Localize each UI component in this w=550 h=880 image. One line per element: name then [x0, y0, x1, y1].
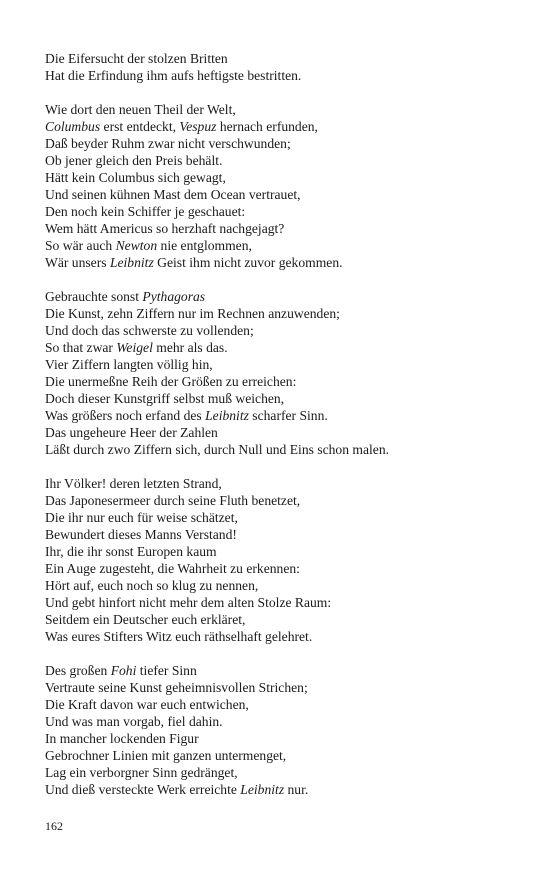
verse-text: Doch dieser Kunstgriff selbst muß weichen, — [45, 391, 285, 406]
verse-line — [45, 322, 535, 339]
verse-text: Daß beyder Ruhm zwar nicht verschwunden; — [45, 136, 291, 151]
verse-text: Wie dort den neuen Theil der Welt, — [45, 102, 236, 117]
verse-line — [45, 662, 535, 679]
stanza — [45, 288, 535, 458]
verse-text: scharfer Sinn. — [248, 408, 328, 423]
poem-text — [45, 50, 535, 815]
verse-line — [45, 373, 535, 390]
verse-text: Und was man vorgab, fiel dahin. — [45, 714, 223, 729]
italic-name: Fohi — [110, 663, 137, 678]
verse-text: So wär auch — [45, 238, 116, 253]
verse-text: Vertraute seine Kunst geheimnisvollen Strichen; — [45, 680, 308, 695]
verse-line — [45, 577, 535, 594]
verse-line — [45, 135, 535, 152]
verse-text: hernach erfunden, — [216, 119, 318, 134]
verse-line — [45, 356, 535, 373]
verse-text: nie entglommen, — [157, 238, 252, 253]
verse-line — [45, 764, 535, 781]
stanza — [45, 662, 535, 798]
stanza — [45, 101, 535, 271]
verse-line — [45, 628, 535, 645]
verse-text: Das Japonesermeer durch seine Fluth benetzet, — [45, 493, 301, 508]
verse-text: Und doch das schwerste zu vollenden; — [45, 323, 254, 338]
verse-line — [45, 169, 535, 186]
verse-text: In mancher lockenden Figur — [45, 731, 199, 746]
verse-line — [45, 679, 535, 696]
verse-text: erst entdeckt, — [100, 119, 180, 134]
verse-text: Ob jener gleich den Preis behält. — [45, 153, 223, 168]
verse-line — [45, 186, 535, 203]
verse-text: Gebrauchte sonst — [45, 289, 143, 304]
italic-name: Leibnitz — [240, 782, 285, 797]
verse-text: Und dieß versteckte Werk erreichte — [45, 782, 241, 797]
verse-line — [45, 407, 535, 424]
verse-line — [45, 390, 535, 407]
verse-line — [45, 594, 535, 611]
italic-name: Newton — [115, 238, 158, 253]
verse-text: Das ungeheure Heer der Zahlen — [45, 425, 218, 440]
italic-name: Vespuz — [179, 119, 217, 134]
verse-line — [45, 560, 535, 577]
verse-text: Des großen — [45, 663, 111, 678]
italic-name: Weigel — [116, 340, 153, 355]
verse-line — [45, 203, 535, 220]
verse-text: Vier Ziffern langten völlig hin, — [45, 357, 213, 372]
verse-text: Ein Auge zugesteht, die Wahrheit zu erkennen: — [45, 561, 300, 576]
verse-text: Ihr Völker! deren letzten Strand, — [45, 476, 222, 491]
verse-text: Wär unsers — [45, 255, 110, 270]
verse-text: Bewundert dieses Manns Verstand! — [45, 527, 237, 542]
verse-line — [45, 152, 535, 169]
verse-line — [45, 305, 535, 322]
verse-line — [45, 220, 535, 237]
verse-text: tiefer Sinn — [136, 663, 197, 678]
verse-text: Lag ein verborgner Sinn gedränget, — [45, 765, 238, 780]
italic-name: Leibnitz — [109, 255, 154, 270]
verse-text: Die Eifersucht der stolzen Britten — [45, 51, 228, 66]
verse-text: Hätt kein Columbus sich gewagt, — [45, 170, 226, 185]
verse-text: Wem hätt Americus so herzhaft nachgejagt? — [45, 221, 285, 236]
stanza — [45, 50, 535, 84]
verse-line — [45, 611, 535, 628]
verse-text: Hat die Erfindung ihm aufs heftigste bestritten. — [45, 68, 302, 83]
verse-text: Die ihr nur euch für weise schätzet, — [45, 510, 238, 525]
stanza — [45, 475, 535, 645]
verse-text: Hört auf, euch noch so klug zu nennen, — [45, 578, 259, 593]
verse-text: Was eures Stifters Witz euch räthselhaft gelehret. — [45, 629, 313, 644]
verse-line — [45, 492, 535, 509]
verse-line — [45, 475, 535, 492]
verse-line — [45, 288, 535, 305]
verse-line — [45, 101, 535, 118]
verse-text: mehr als das. — [152, 340, 228, 355]
verse-text: Die Kunst, zehn Ziffern nur im Rechnen anzuwenden; — [45, 306, 340, 321]
verse-line — [45, 254, 535, 271]
verse-text: Und gebt hinfort nicht mehr dem alten Stolze Raum: — [45, 595, 332, 610]
verse-text: nur. — [284, 782, 309, 797]
verse-text: Gebrochner Linien mit ganzen untermenget, — [45, 748, 287, 763]
verse-line — [45, 509, 535, 526]
verse-line — [45, 118, 535, 135]
verse-text: Die unermeßne Reih der Größen zu erreichen: — [45, 374, 297, 389]
verse-line — [45, 526, 535, 543]
verse-line — [45, 67, 535, 84]
verse-text: Läßt durch zwo Ziffern sich, durch Null und Eins schon malen. — [45, 442, 390, 457]
verse-line — [45, 441, 535, 458]
verse-line — [45, 696, 535, 713]
verse-text: Was größers noch erfand des — [45, 408, 206, 423]
verse-line — [45, 730, 535, 747]
verse-text: Seitdem ein Deutscher euch erkläret, — [45, 612, 246, 627]
verse-line — [45, 543, 535, 560]
verse-text: Und seinen kühnen Mast dem Ocean vertrauet, — [45, 187, 301, 202]
verse-text: So that zwar — [45, 340, 117, 355]
italic-name: Pythagoras — [142, 289, 206, 304]
verse-text: Den noch kein Schiffer je geschauet: — [45, 204, 246, 219]
italic-name: Columbus — [45, 119, 101, 134]
verse-line — [45, 50, 535, 67]
verse-line — [45, 747, 535, 764]
verse-line — [45, 339, 535, 356]
verse-line — [45, 713, 535, 730]
verse-text: Ihr, die ihr sonst Europen kaum — [45, 544, 217, 559]
verse-text: Die Kraft davon war euch entwichen, — [45, 697, 249, 712]
verse-line — [45, 781, 535, 798]
italic-name: Leibnitz — [205, 408, 249, 423]
verse-line — [45, 237, 535, 254]
verse-line — [45, 424, 535, 441]
verse-text: Geist ihm nicht zuvor gekommen. — [153, 255, 343, 270]
page-number: 162 — [45, 819, 63, 833]
